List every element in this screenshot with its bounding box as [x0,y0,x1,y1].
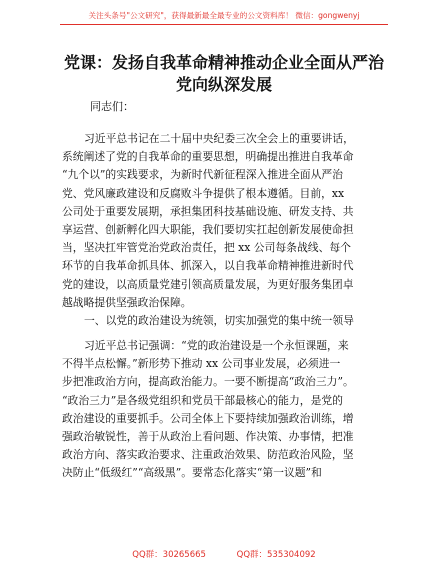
text-line: “九个以”的实践要求，为新时代新征程深入推进全面从严治 [62,168,343,182]
paragraph-2 [62,337,390,483]
footer-qq-2: QQ群：535304092 [236,550,316,560]
text-line: 步把准政治方向，提高政治能力。一要不断提高“政治三力”。 [62,375,354,389]
text-line: 党的建设，以高质量党建引领高质量发展，为更好服务集团卓 [62,277,354,291]
text-line: 享运营、创新孵化四大职能，我们要切实扛起创新发展使命担 [62,222,354,236]
section-heading-1: 一、以党的政治建设为统领，切实加强党的集中统一领导 [84,314,354,327]
text-line: 政治方向、落实政治要求、注重政治效果、防范政治风险，坚 [62,448,354,462]
text-line: 系统阐述了党的自我革命的重要思想，明确提出推进自我革命 [62,150,354,164]
banner-text: 关注头条号"公文研究"，获得最新最全最专业的公文资料库！ 微信：gongwenyj [88,11,360,20]
text-line: 决防止“低级红”“高级黑”。要常态化落实“第一议题”和 [62,466,322,480]
title-line-2: 党向纵深发展 [175,75,272,94]
text-line: 党、党风廉政建设和反腐败斗争提供了根本遵循。目前，xx [62,186,345,200]
text-line: 当，坚决扛牢管党治党政治责任，把 xx 公司每条战线、每个 [62,241,351,255]
banner-divider [60,24,388,25]
text-line: 环节的自我革命抓具体、抓深入，以自我革命精神推进新时代 [62,259,354,273]
text-line: 越战略提供坚强政治保障。 [62,295,192,309]
text-line: 公司处于重要发展期，承担集团科技基础设施、研发支持、共 [62,204,354,218]
text-line: “政治三力”是各级党组织和党员干部最核心的能力，是党的 [62,393,343,407]
text-line: 不得半点松懈。”新形势下推动 xx 公司事业发展，必须进一 [62,357,341,371]
text-line: 政治建设的重要抓手。公司全体上下要持续加强政治训练，增 [62,411,354,425]
top-banner [0,10,448,21]
footer-qq-1: QQ群：30265665 [132,550,206,560]
text-line: 强政治敏锐性，善于从政治上看问题、作决策、办事情，把准 [62,429,354,443]
footer-bar [0,548,448,560]
text-line: 习近平总书记在二十届中央纪委三次全会上的重要讲话， [84,132,354,145]
paragraph-1 [62,130,390,312]
document-title [40,52,408,96]
title-line-1: 党课：发扬自我革命精神推动企业全面从严治 [63,53,384,72]
text-line: 习近平总书记强调：“党的政治建设是一个永恒课题，来 [84,339,349,352]
greeting: 同志们： [90,100,134,113]
